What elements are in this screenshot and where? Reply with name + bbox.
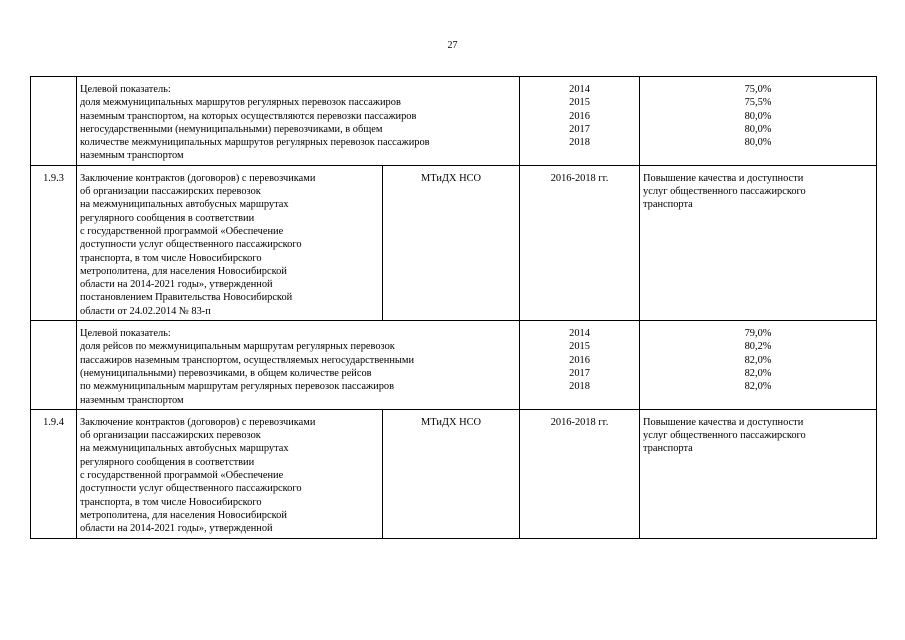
- indicator-value: 80,0%: [744, 110, 772, 122]
- measure-description-line: об организации пассажирских перевозок: [80, 186, 261, 198]
- measure-number: 1.9.3: [31, 165, 77, 320]
- indicator-value: 82,0%: [744, 354, 772, 366]
- measure-description-line: области от 24.02.2014 № 83-п: [80, 305, 211, 317]
- indicator-text-line: (немуниципальными) перевозчиками, в общем количестве рейсов: [80, 367, 372, 379]
- indicator-value: 80,2%: [744, 341, 772, 353]
- measure-description-line: доступности услуг общественного пассажирского: [80, 239, 302, 251]
- number-cell: [31, 321, 77, 410]
- measure-description-line: на межмуниципальных автобусных маршрутах: [80, 443, 289, 455]
- indicator-text-line: наземным транспортом, на которых осуществляются перевозки пассажиров: [80, 110, 417, 122]
- measure-row: [31, 165, 877, 320]
- measure-description-line: с государственной программой «Обеспечение: [80, 470, 284, 482]
- indicator-text-line: наземным транспортом: [80, 394, 184, 406]
- indicator-value: 80,0%: [744, 123, 772, 135]
- measure-description-line: метрополитена, для населения Новосибирской: [80, 509, 287, 521]
- indicator-text-line: пассажиров наземным транспортом, осуществляемых негосударственными: [80, 354, 415, 366]
- measure-description-line: области на 2014-2021 годы», утвержденной: [80, 523, 273, 535]
- measure-description-line: Заключение контрактов (договоров) с перевозчиками: [80, 416, 316, 428]
- measure-description-line: области на 2014-2021 годы», утвержденной: [80, 279, 273, 291]
- indicator-value: 82,0%: [744, 367, 772, 379]
- measure-description-line: регулярного сообщения в соответствии: [80, 456, 255, 468]
- indicator-value: 75,5%: [744, 97, 772, 109]
- indicator-year: 2016: [569, 354, 590, 366]
- measure-result-line: Повышение качества и доступности: [643, 416, 804, 428]
- table-body: [31, 77, 877, 539]
- indicator-year: 2015: [569, 97, 590, 109]
- measure-description: [77, 409, 383, 538]
- indicator-row: [31, 77, 877, 166]
- measure-executor: МТиДХ НСО: [383, 409, 520, 538]
- measure-result-line: транспорта: [643, 443, 693, 455]
- indicator-year: 2015: [569, 341, 590, 353]
- indicator-text-line: Целевой показатель:: [80, 328, 171, 340]
- measure-executor: МТиДХ НСО: [383, 165, 520, 320]
- indicator-value: 80,0%: [744, 137, 772, 149]
- program-measures-table: [30, 76, 877, 539]
- indicator-year: 2014: [569, 84, 590, 95]
- indicator-text-line: негосударственными (немуниципальными) перевозчиками, в общем: [80, 123, 383, 135]
- measure-row: [31, 409, 877, 538]
- measure-result-line: Повышение качества и доступности: [643, 172, 804, 184]
- indicator-text-line: наземным транспортом: [80, 150, 184, 162]
- measure-result-line: транспорта: [643, 199, 693, 211]
- measure-number: 1.9.4: [31, 409, 77, 538]
- indicator-text-line: Целевой показатель:: [80, 84, 171, 95]
- indicator-year: 2016: [569, 110, 590, 122]
- page-number: 27: [447, 40, 458, 51]
- indicator-years: [520, 77, 640, 166]
- measure-description-line: метрополитена, для населения Новосибирской: [80, 265, 287, 277]
- measure-period: 2016-2018 гг.: [520, 165, 640, 320]
- measure-period: 2016-2018 гг.: [520, 409, 640, 538]
- measure-expected-result: [640, 409, 877, 538]
- measure-result-line: услуг общественного пассажирского: [643, 186, 806, 198]
- indicator-year: 2014: [569, 328, 590, 340]
- indicator-row: [31, 321, 877, 410]
- number-cell: [31, 77, 77, 166]
- indicator-year: 2018: [569, 137, 590, 149]
- indicator-year: 2018: [569, 381, 590, 393]
- measure-description-line: постановлением Правительства Новосибирской: [80, 292, 293, 304]
- indicator-year: 2017: [569, 123, 590, 135]
- measure-expected-result: [640, 165, 877, 320]
- measure-result-line: услуг общественного пассажирского: [643, 430, 806, 442]
- indicator-year: 2017: [569, 367, 590, 379]
- indicator-text-line: доля межмуниципальных маршрутов регулярных перевозок пассажиров: [80, 97, 401, 109]
- measure-description-line: с государственной программой «Обеспечение: [80, 225, 284, 237]
- measure-description-line: на межмуниципальных автобусных маршрутах: [80, 199, 289, 211]
- indicator-years: [520, 321, 640, 410]
- measure-description: [77, 165, 383, 320]
- indicator-text-line: количестве межмуниципальных маршрутов регулярных перевозок пассажиров: [80, 137, 430, 149]
- indicator-text-line: доля рейсов по межмуниципальным маршрутам регулярных перевозок: [80, 341, 395, 353]
- indicator-text-line: по межмуниципальным маршрутам регулярных перевозок пассажиров: [80, 381, 395, 393]
- measure-description-line: Заключение контрактов (договоров) с перевозчиками: [80, 172, 316, 184]
- indicator-description: [77, 77, 520, 166]
- measure-description-line: транспорта, в том числе Новосибирского: [80, 252, 262, 264]
- indicator-values: [640, 321, 877, 410]
- indicator-value: 75,0%: [744, 84, 772, 95]
- indicator-values: [640, 77, 877, 166]
- indicator-value: 82,0%: [744, 381, 772, 393]
- measure-description-line: регулярного сообщения в соответствии: [80, 212, 255, 224]
- measure-description-line: транспорта, в том числе Новосибирского: [80, 496, 262, 508]
- indicator-description: [77, 321, 520, 410]
- indicator-value: 79,0%: [744, 328, 772, 340]
- measure-description-line: доступности услуг общественного пассажирского: [80, 483, 302, 495]
- measure-description-line: об организации пассажирских перевозок: [80, 430, 261, 442]
